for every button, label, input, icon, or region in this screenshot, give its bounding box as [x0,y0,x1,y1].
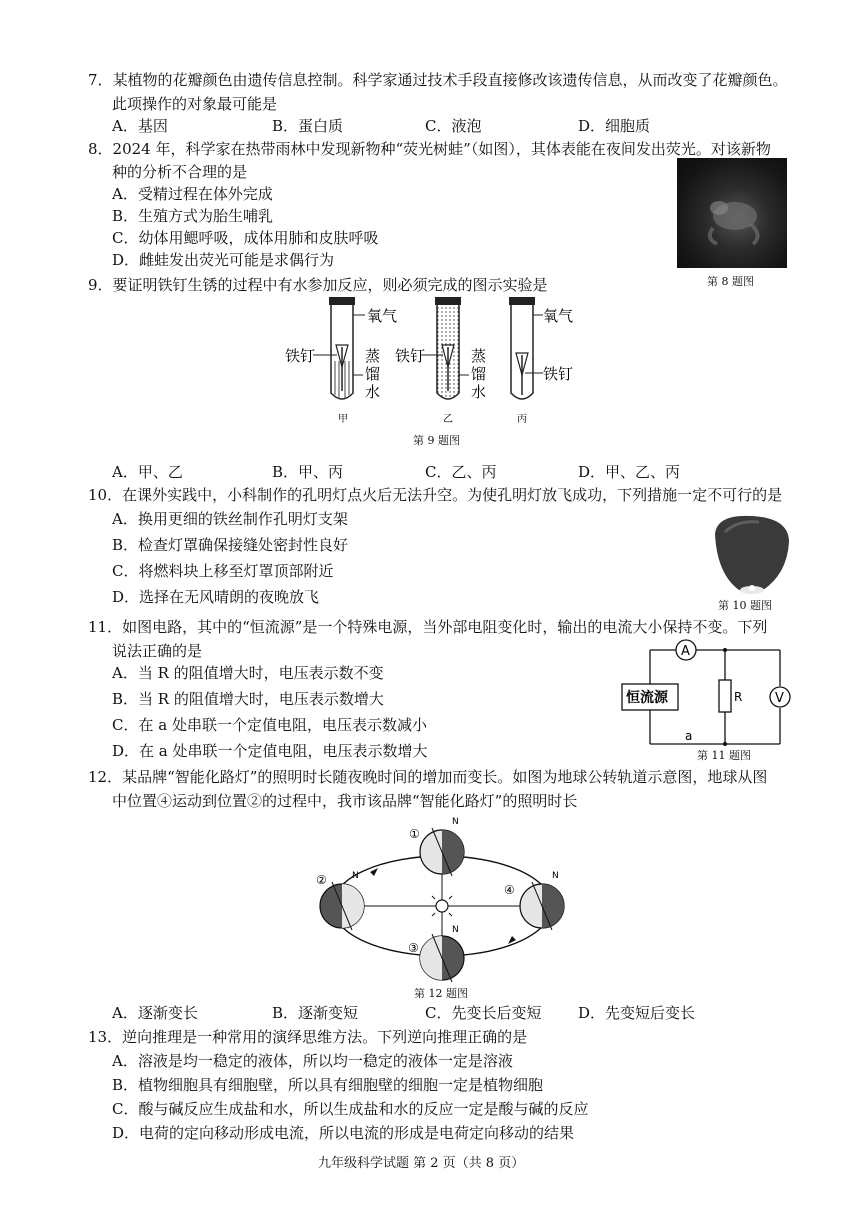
voltmeter-label: V [775,691,784,706]
q12-option-b[interactable]: B．逐渐变短 [272,1004,359,1022]
q13-option-a[interactable]: A．溶液是均一稳定的液体，所以均一稳定的液体一定是溶液 [112,1052,513,1070]
earth-position-2 [320,882,364,930]
q9-figure-caption: 第 9 题图 [413,434,460,447]
q7-option-d[interactable]: D．细胞质 [578,117,651,135]
q8-stem-line2: 种的分析不合理的是 [112,163,248,181]
earth-position-4 [520,882,564,930]
north-label-3: N [452,925,459,935]
sky-lantern-photo [707,512,797,597]
q10-stem: 10．在课外实践中，小科制作的孔明灯点火后无法升空。为使孔明灯放飞成功，下列措施一定不可行的是 [88,486,783,504]
tube-label-yi: 乙 [443,414,453,425]
q11-option-b[interactable]: B．当 R 的阻值增大时，电压表示数增大 [112,690,384,708]
q7-option-b[interactable]: B．蛋白质 [272,117,344,135]
q7-option-a[interactable]: A．基因 [112,117,168,135]
ammeter-label: A [681,644,690,659]
position-4-label: ④ [504,883,515,897]
oxygen-label-bing: 氧气 [543,307,574,325]
q11-option-c[interactable]: C．在 a 处串联一个定值电阻，电压表示数减小 [112,716,427,734]
q10-option-a[interactable]: A．换用更细的铁丝制作孔明灯支架 [112,510,348,528]
q11-option-a[interactable]: A．当 R 的阻值增大时，电压表示数不变 [112,664,384,682]
position-2-label: ② [316,873,327,887]
water-label-yi-1: 蒸 [471,347,487,365]
earth-orbit-diagram [312,812,572,982]
q9-option-d[interactable]: D．甲、乙、丙 [578,463,681,481]
resistor-label: R [734,690,743,704]
q7-stem-line2: 此项操作的对象最可能是 [112,95,278,113]
q11-option-d[interactable]: D．在 a 处串联一个定值电阻，电压表示数增大 [112,742,428,760]
q7-stem-line1: 7．某植物的花瓣颜色由遗传信息控制。科学家通过技术手段直接修改该遗传信息，从而改变了花瓣颜色。 [88,71,788,89]
q9-option-b[interactable]: B．甲、丙 [272,463,344,481]
q11-figure-caption: 第 11 题图 [697,749,751,762]
q13-option-d[interactable]: D．电荷的定向移动形成电流，所以电流的形成是电荷定向移动的结果 [112,1124,575,1142]
q7-option-c[interactable]: C．液泡 [425,117,482,135]
water-label-jia-3: 水 [365,383,381,401]
q13-option-b[interactable]: B．植物细胞具有细胞壁，所以具有细胞壁的细胞一定是植物细胞 [112,1076,544,1094]
constant-current-source-label: 恒流源 [626,690,668,706]
q9-option-a[interactable]: A．甲、乙 [112,463,183,481]
q12-stem-line2: 中位置④运动到位置②的过程中，我市该品牌“智能化路灯”的照明时长 [112,792,578,810]
q11-stem-line1: 11．如图电路，其中的“恒流源”是一个特殊电源，当外部电阻变化时，输出的电流大小保持不变。下列 [88,618,768,636]
test-tube-jia [313,297,365,399]
q8-option-c[interactable]: C．幼体用鳃呼吸，成体用肺和皮肤呼吸 [112,229,379,247]
water-label-jia-2: 馏 [365,365,381,383]
page-footer: 九年级科学试题 第 2 页（共 8 页） [318,1156,525,1171]
q12-option-a[interactable]: A．逐渐变长 [112,1004,198,1022]
q9-option-c[interactable]: C．乙、丙 [425,463,497,481]
tube-label-bing: 丙 [517,414,527,425]
circuit-diagram [612,638,802,748]
q13-stem: 13．逆向推理是一种常用的演绎思维方法。下列逆向推理正确的是 [88,1028,528,1046]
q8-option-a[interactable]: A．受精过程在体外完成 [112,185,273,203]
q12-figure-caption: 第 12 题图 [414,987,468,1000]
position-1-label: ① [409,827,420,841]
oxygen-label-jia: 氧气 [367,307,398,325]
q8-option-d[interactable]: D．雌蛙发出荧光可能是求偶行为 [112,251,335,269]
north-label-4: N [552,871,559,881]
nail-label-jia: 铁钉 [285,347,316,365]
nail-label-bing: 铁钉 [543,365,574,383]
test-tube-bing [509,297,543,399]
nail-label-yi: 铁钉 [395,347,426,365]
q8-figure-caption: 第 8 题图 [707,275,754,288]
north-label-2: N [352,871,359,881]
q12-option-c[interactable]: C．先变长后变短 [425,1004,542,1022]
q8-option-b[interactable]: B．生殖方式为胎生哺乳 [112,207,274,225]
q10-figure-caption: 第 10 题图 [718,599,772,612]
q12-stem-line1: 12．某品牌“智能化路灯”的照明时长随夜晚时间的增加而变长。如图为地球公转轨道示意图，地球从图 [88,768,768,786]
rusting-experiment-figure [285,295,605,425]
earth-position-3 [420,934,464,982]
tree-frog-photo [677,158,787,268]
north-label-1: N [452,817,459,827]
water-label-yi-2: 馏 [471,365,487,383]
test-tube-yi [421,297,469,399]
q8-stem-line1: 8．2024 年，科学家在热带雨林中发现新物种“荧光树蛙”（如图），其体表能在夜间发出荧光。对该新物 [88,140,771,158]
tube-label-jia: 甲 [338,414,348,425]
q10-option-d[interactable]: D．选择在无风晴朗的夜晚放飞 [112,588,320,606]
q10-option-c[interactable]: C．将燃料块上移至灯罩顶部附近 [112,562,334,580]
q13-option-c[interactable]: C．酸与碱反应生成盐和水，所以生成盐和水的反应一定是酸与碱的反应 [112,1100,589,1118]
water-label-jia-1: 蒸 [365,347,381,365]
q12-option-d[interactable]: D．先变短后变长 [578,1004,696,1022]
earth-position-1 [420,828,464,876]
position-3-label: ③ [408,941,419,955]
q9-stem: 9．要证明铁钉生锈的过程中有水参加反应，则必须完成的图示实验是 [88,276,548,294]
q11-stem-line2: 说法正确的是 [112,642,203,660]
water-label-yi-3: 水 [471,383,487,401]
q10-option-b[interactable]: B．检查灯罩确保接缝处密封性良好 [112,536,349,554]
point-a-label: a [685,729,693,743]
